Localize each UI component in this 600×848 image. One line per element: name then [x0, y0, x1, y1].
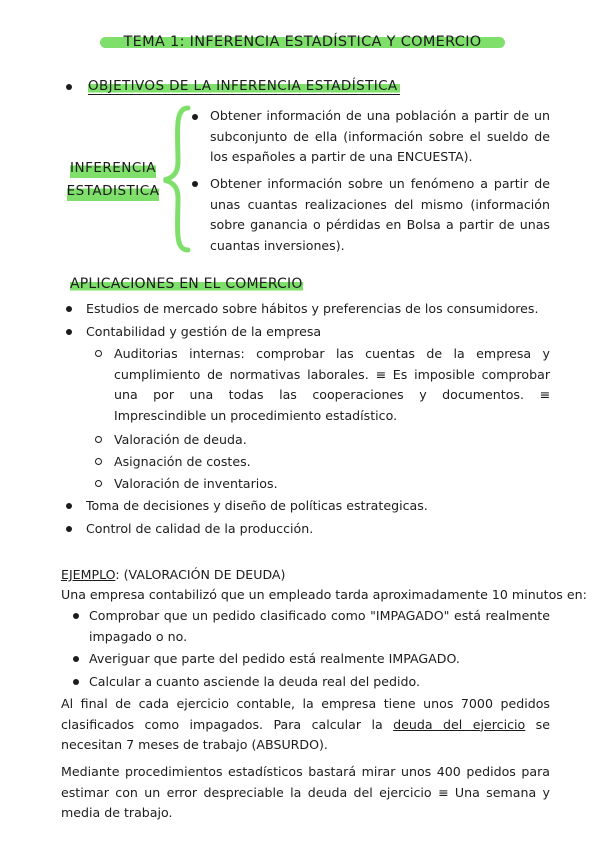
ejemplo-intro: Una empresa contabilizó que un empleado tarda aproximadamente 10 minutos en: — [61, 587, 587, 602]
objetivos-heading: OBJETIVOS DE LA INFERENCIA ESTADÍSTICA — [88, 78, 398, 94]
bullet-dot — [73, 656, 79, 662]
bullet-dot — [66, 329, 72, 335]
bullet-dot — [66, 503, 72, 509]
sub-item-costes: Asignación de costes. — [114, 454, 251, 469]
aplicacion-item-4: Control de calidad de la producción. — [86, 521, 314, 536]
bullet-dot — [66, 306, 72, 312]
bullet-dot — [66, 84, 72, 90]
curly-brace — [160, 104, 194, 254]
ejemplo-paragraph-1: Al final de cada ejercicio contable, la empresa tiene unos 7000 pedidos clasificados como impagados. Para calcular la deuda del ejercicio se necesitan 7 meses de trabajo (ABSURDO). — [61, 696, 550, 753]
ejemplo-bullet-2: Averiguar que parte del pedido está realmente IMPAGADO. — [89, 651, 460, 666]
page-title: TEMA 1: INFERENCIA ESTADÍSTICA Y COMERCIO — [100, 32, 505, 52]
bullet-dot — [66, 526, 72, 532]
objetivo-item-1: Obtener información de una población a partir de un subconjunto de ella (información sobre el sueldo de los españoles a partir de una ENCUESTA). — [210, 108, 550, 165]
aplicacion-item-1: Estudios de mercado sobre hábitos y preferencias de los consumidores. — [86, 301, 539, 316]
sub-bullet-circle — [95, 350, 102, 357]
ejemplo-bullet-3: Calcular a cuanto asciende la deuda real del pedido. — [89, 674, 420, 689]
ejemplo-paragraph-2: Mediante procedimientos estadísticos bastará mirar unos 400 pedidos para estimar con un error despreciable la deuda del ejercicio ≡ Una semana y media de trabajo. — [61, 764, 550, 821]
inferencia-label: INFERENCIA ESTADISTICA — [58, 157, 168, 203]
bullet-dot — [73, 613, 79, 619]
sub-bullet-circle — [95, 436, 102, 443]
bullet-dot — [192, 181, 198, 187]
sub-bullet-circle — [95, 458, 102, 465]
bullet-dot — [73, 679, 79, 685]
ejemplo-heading: EJEMPLO: (VALORACIÓN DE DEUDA) — [61, 567, 286, 582]
sub-item-auditorias: Auditorias internas: comprobar las cuentas de la empresa y cumplimiento de normativas laborales. ≡ Es imposible comprobar una por una todas las cooperaciones y documentos. ≡ Imprescindible un procedimiento estadístico. — [114, 346, 550, 423]
aplicaciones-heading: APLICACIONES EN EL COMERCIO — [70, 276, 303, 292]
objetivo-item-2: Obtener información sobre un fenómeno a partir de unas cuantas realizaciones del mismo (información sobre ganancia o pérdidas en Bolsa a partir de unas cuantas inversiones). — [210, 176, 550, 253]
sub-bullet-circle — [95, 480, 102, 487]
aplicacion-item-2: Contabilidad y gestión de la empresa — [86, 324, 322, 339]
sub-item-inventarios: Valoración de inventarios. — [114, 476, 278, 491]
ejemplo-bullet-1: Comprobar que un pedido clasificado como "IMPAGADO" está realmente impagado o no. — [89, 608, 550, 644]
aplicacion-item-3: Toma de decisiones y diseño de políticas estrategicas. — [86, 498, 428, 513]
sub-item-deuda: Valoración de deuda. — [114, 432, 247, 447]
bullet-dot — [192, 114, 198, 120]
